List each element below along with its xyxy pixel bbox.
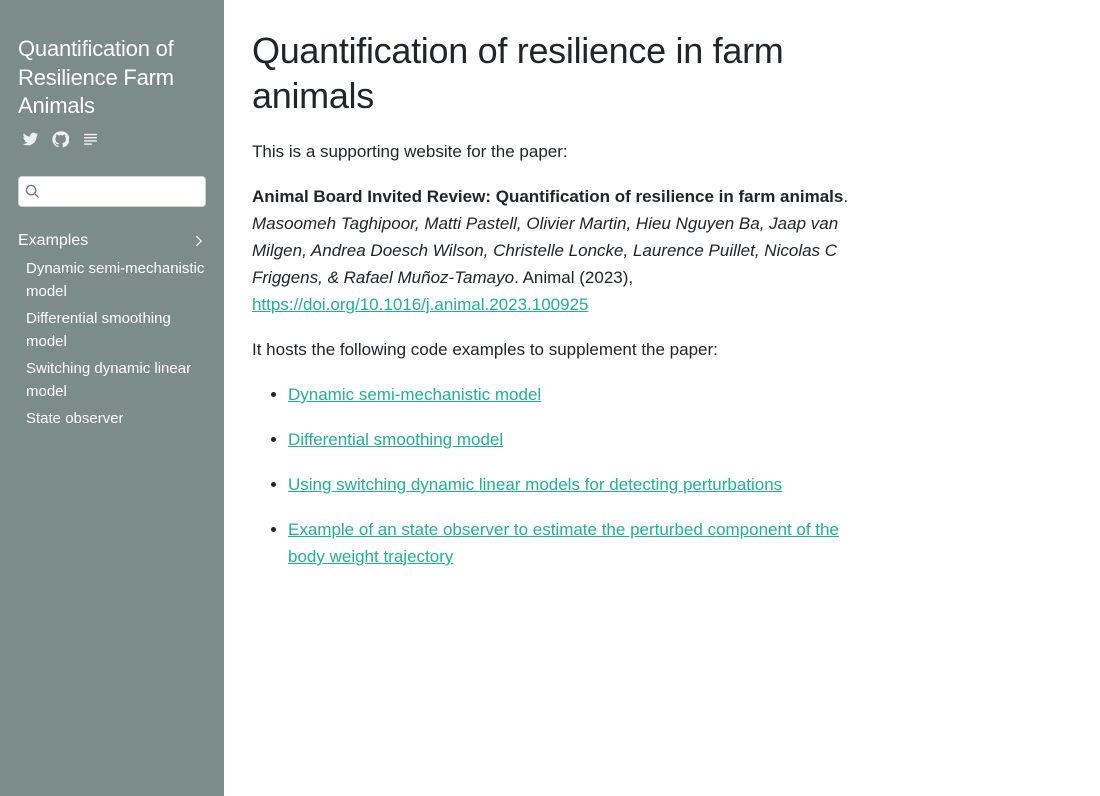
main-content <box>252 28 872 588</box>
sidebar <box>0 0 224 796</box>
list-item <box>288 426 872 453</box>
examples-list <box>252 381 872 570</box>
list-item <box>288 471 872 498</box>
sidebar-search[interactable] <box>18 176 206 207</box>
site-title[interactable]: Quantification of Resilience Farm Animals <box>18 36 174 118</box>
citation <box>252 183 872 318</box>
doi-link[interactable]: https://doi.org/10.1016/j.animal.2023.100925 <box>252 295 589 314</box>
search-input[interactable] <box>44 177 205 205</box>
intro-text: This is a supporting website for the paper: <box>252 142 568 161</box>
citation-title: Animal Board Invited Review: Quantification of resilience in farm animals <box>252 187 844 206</box>
sidebar-nav <box>18 257 206 430</box>
search-icon <box>25 184 40 199</box>
list-item <box>288 516 872 570</box>
link-switching-dynamic-linear[interactable]: Using switching dynamic linear models for detecting perturbations <box>288 475 783 494</box>
sidebar-item-dynamic-semi-mechanistic[interactable]: Dynamic semi-mechanistic model <box>26 259 205 300</box>
list-item <box>288 381 872 408</box>
citation-authors: Masoomeh Taghipoor, Matti Pastell, Olivier Martin, Hieu Nguyen Ba, Jaap van Milgen, Andrea Doesch Wilson, Christelle Loncke, Laurence Puillet, Nicolas C Friggens, & Rafael Muñoz-Tamayo <box>252 214 839 287</box>
sidebar-item-state-observer[interactable]: State observer <box>26 409 124 427</box>
github-icon[interactable] <box>51 131 69 149</box>
link-state-observer[interactable]: Example of an state observer to estimate the perturbed component of the body weight trajectory <box>288 520 839 566</box>
sidebar-section-label: Examples <box>18 231 89 249</box>
sidebar-section-examples[interactable] <box>18 232 206 250</box>
twitter-icon[interactable] <box>21 131 39 149</box>
citation-journal: . Animal (2023), <box>514 268 634 287</box>
sidebar-item-switching-dynamic-linear[interactable]: Switching dynamic linear model <box>26 359 192 400</box>
hosts-text: It hosts the following code examples to supplement the paper: <box>252 340 718 359</box>
sidebar-tools <box>18 131 206 149</box>
citation-title-punct: . <box>843 187 849 206</box>
page-title: Quantification of resilience in farm animals <box>252 30 784 116</box>
link-dynamic-semi-mechanistic[interactable]: Dynamic semi-mechanistic model <box>288 385 542 404</box>
chevron-right-icon[interactable] <box>192 234 206 248</box>
sidebar-item-differential-smoothing[interactable]: Differential smoothing model <box>26 309 171 350</box>
reader-mode-icon[interactable] <box>81 131 99 149</box>
link-differential-smoothing[interactable]: Differential smoothing model <box>288 430 504 449</box>
